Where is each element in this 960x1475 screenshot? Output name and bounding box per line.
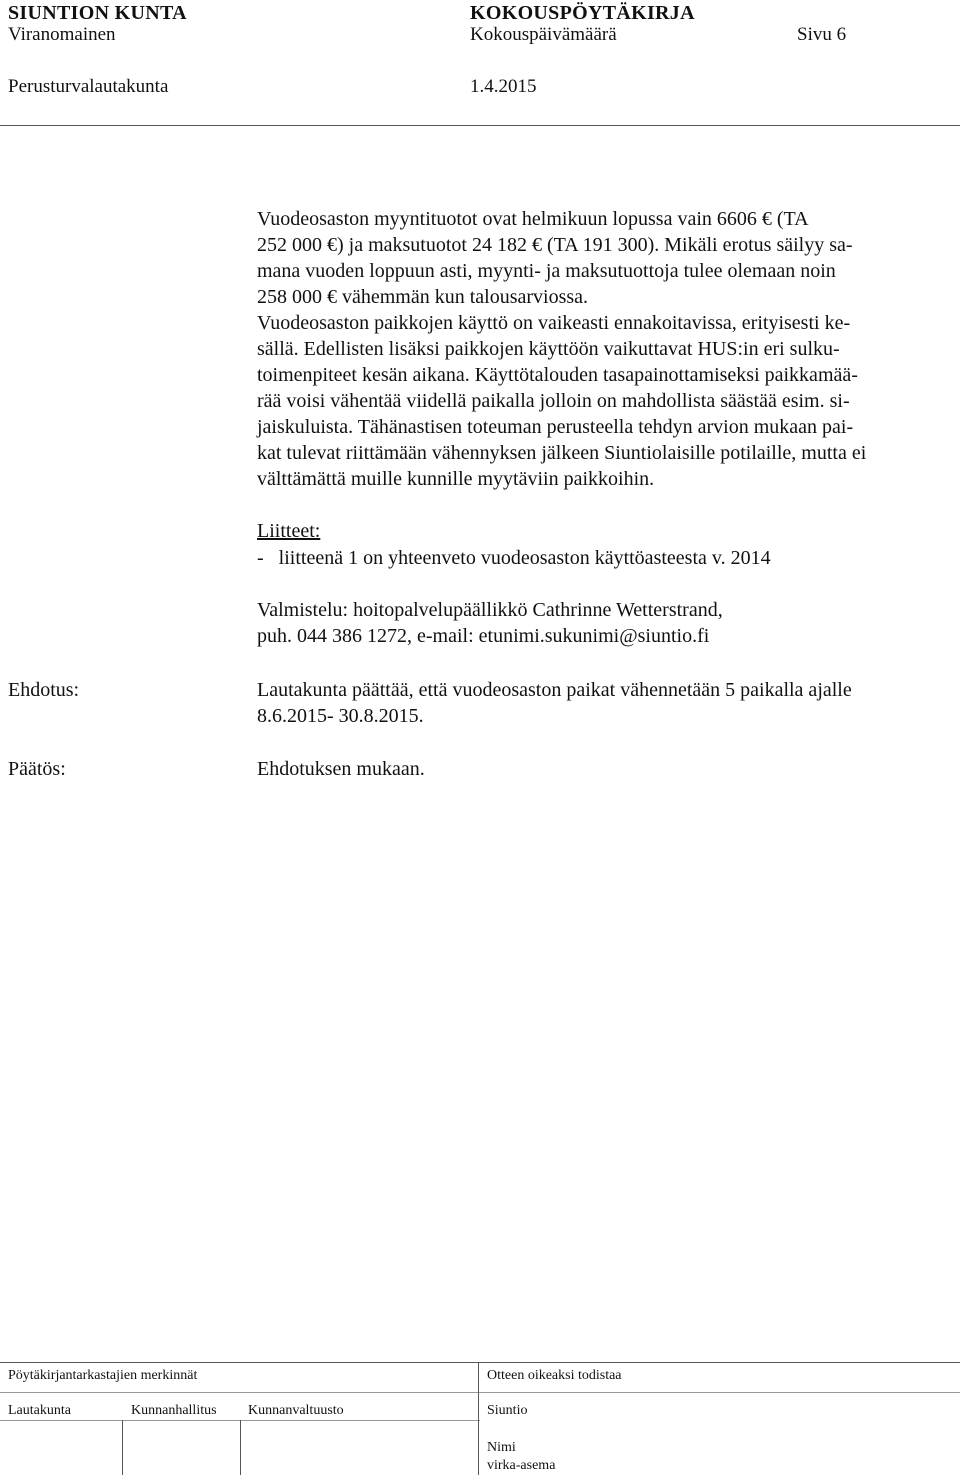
org-name: SIUNTION KUNTA: [8, 2, 187, 24]
page-number: Sivu 6: [797, 24, 847, 45]
body-line: mana vuoden loppuun asti, myynti- ja maksutuottoja tulee olemaan noin: [257, 260, 836, 282]
reviewers-label: Pöytäkirjantarkastajien merkinnät: [8, 1368, 198, 1383]
body-line: välttämättä muille kunnille myytäviin paikkoihin.: [257, 468, 655, 490]
footer-divider: [0, 1362, 960, 1363]
authority-name: Perusturvalautakunta: [8, 76, 169, 97]
footer-col-divider: [240, 1420, 241, 1475]
meeting-date: 1.4.2015: [470, 76, 537, 97]
body-line: Vuodeosaston paikkojen käyttö on vaikeasti ennakoitavissa, erityisesti ke-: [257, 312, 851, 334]
footer-title-label: virka-asema: [487, 1458, 556, 1473]
authority-label: Viranomainen: [8, 24, 116, 45]
footer-subdivider: [0, 1392, 960, 1393]
footer-col-divider: [122, 1420, 123, 1475]
body-line: 258 000 € vähemmän kun talousarviossa.: [257, 286, 589, 308]
footer-place: Siuntio: [487, 1403, 528, 1418]
preparer-line: Valmistelu: hoitopalvelupäällikkö Cathrinne Wetterstrand,: [257, 599, 723, 621]
body-line: 252 000 €) ja maksutuotot 24 182 € (TA 191 300). Mikäli erotus säilyy sa-: [257, 234, 853, 256]
body-line: rää voisi vähentää viidellä paikalla jolloin on mahdollista säästää esim. si-: [257, 390, 850, 412]
date-label: Kokouspäivämäärä: [470, 24, 617, 45]
decision-label: Päätös:: [8, 758, 66, 780]
footer-col-kunnanvaltuusto: Kunnanvaltuusto: [248, 1403, 344, 1418]
attachment-item: - liitteenä 1 on yhteenveto vuodeosaston käyttöasteesta v. 2014: [257, 547, 771, 569]
attachments-heading: Liitteet:: [257, 520, 321, 542]
body-line: kat tulevat riittämään vähennyksen jälkeen Siuntiolaisille potilaille, mutta ei: [257, 442, 867, 464]
decision-text: Ehdotuksen mukaan.: [257, 758, 425, 780]
header-divider: [0, 125, 960, 126]
body-line: toimenpiteet kesän aikana. Käyttötalouden tasapainottamiseksi paikkamää-: [257, 364, 858, 386]
body-line: Vuodeosaston myyntituotot ovat helmikuun lopussa vain 6606 € (TA: [257, 208, 809, 230]
body-line: jaiskuluista. Tähänastisen toteuman perusteella tehdyn arvion mukaan pai-: [257, 416, 854, 438]
footer-col-kunnanhallitus: Kunnanhallitus: [131, 1403, 217, 1418]
proposal-text: Lautakunta päättää, että vuodeosaston paikat vähennetään 5 paikalla ajalle: [257, 679, 852, 701]
footer-col-divider: [478, 1362, 479, 1475]
proposal-label: Ehdotus:: [8, 679, 80, 701]
proposal-text-cont: 8.6.2015- 30.8.2015.: [257, 705, 424, 727]
footer-col-lautakunta: Lautakunta: [8, 1403, 71, 1418]
body-line: sällä. Edellisten lisäksi paikkojen käyttöön vaikuttavat HUS:in eri sulku-: [257, 338, 840, 360]
certified-label: Otteen oikeaksi todistaa: [487, 1368, 622, 1383]
footer-name-label: Nimi: [487, 1440, 516, 1455]
preparer-contact: puh. 044 386 1272, e-mail: etunimi.sukunimi@siuntio.fi: [257, 625, 710, 647]
document-type: KOKOUSPÖYTÄKIRJA: [470, 2, 695, 24]
